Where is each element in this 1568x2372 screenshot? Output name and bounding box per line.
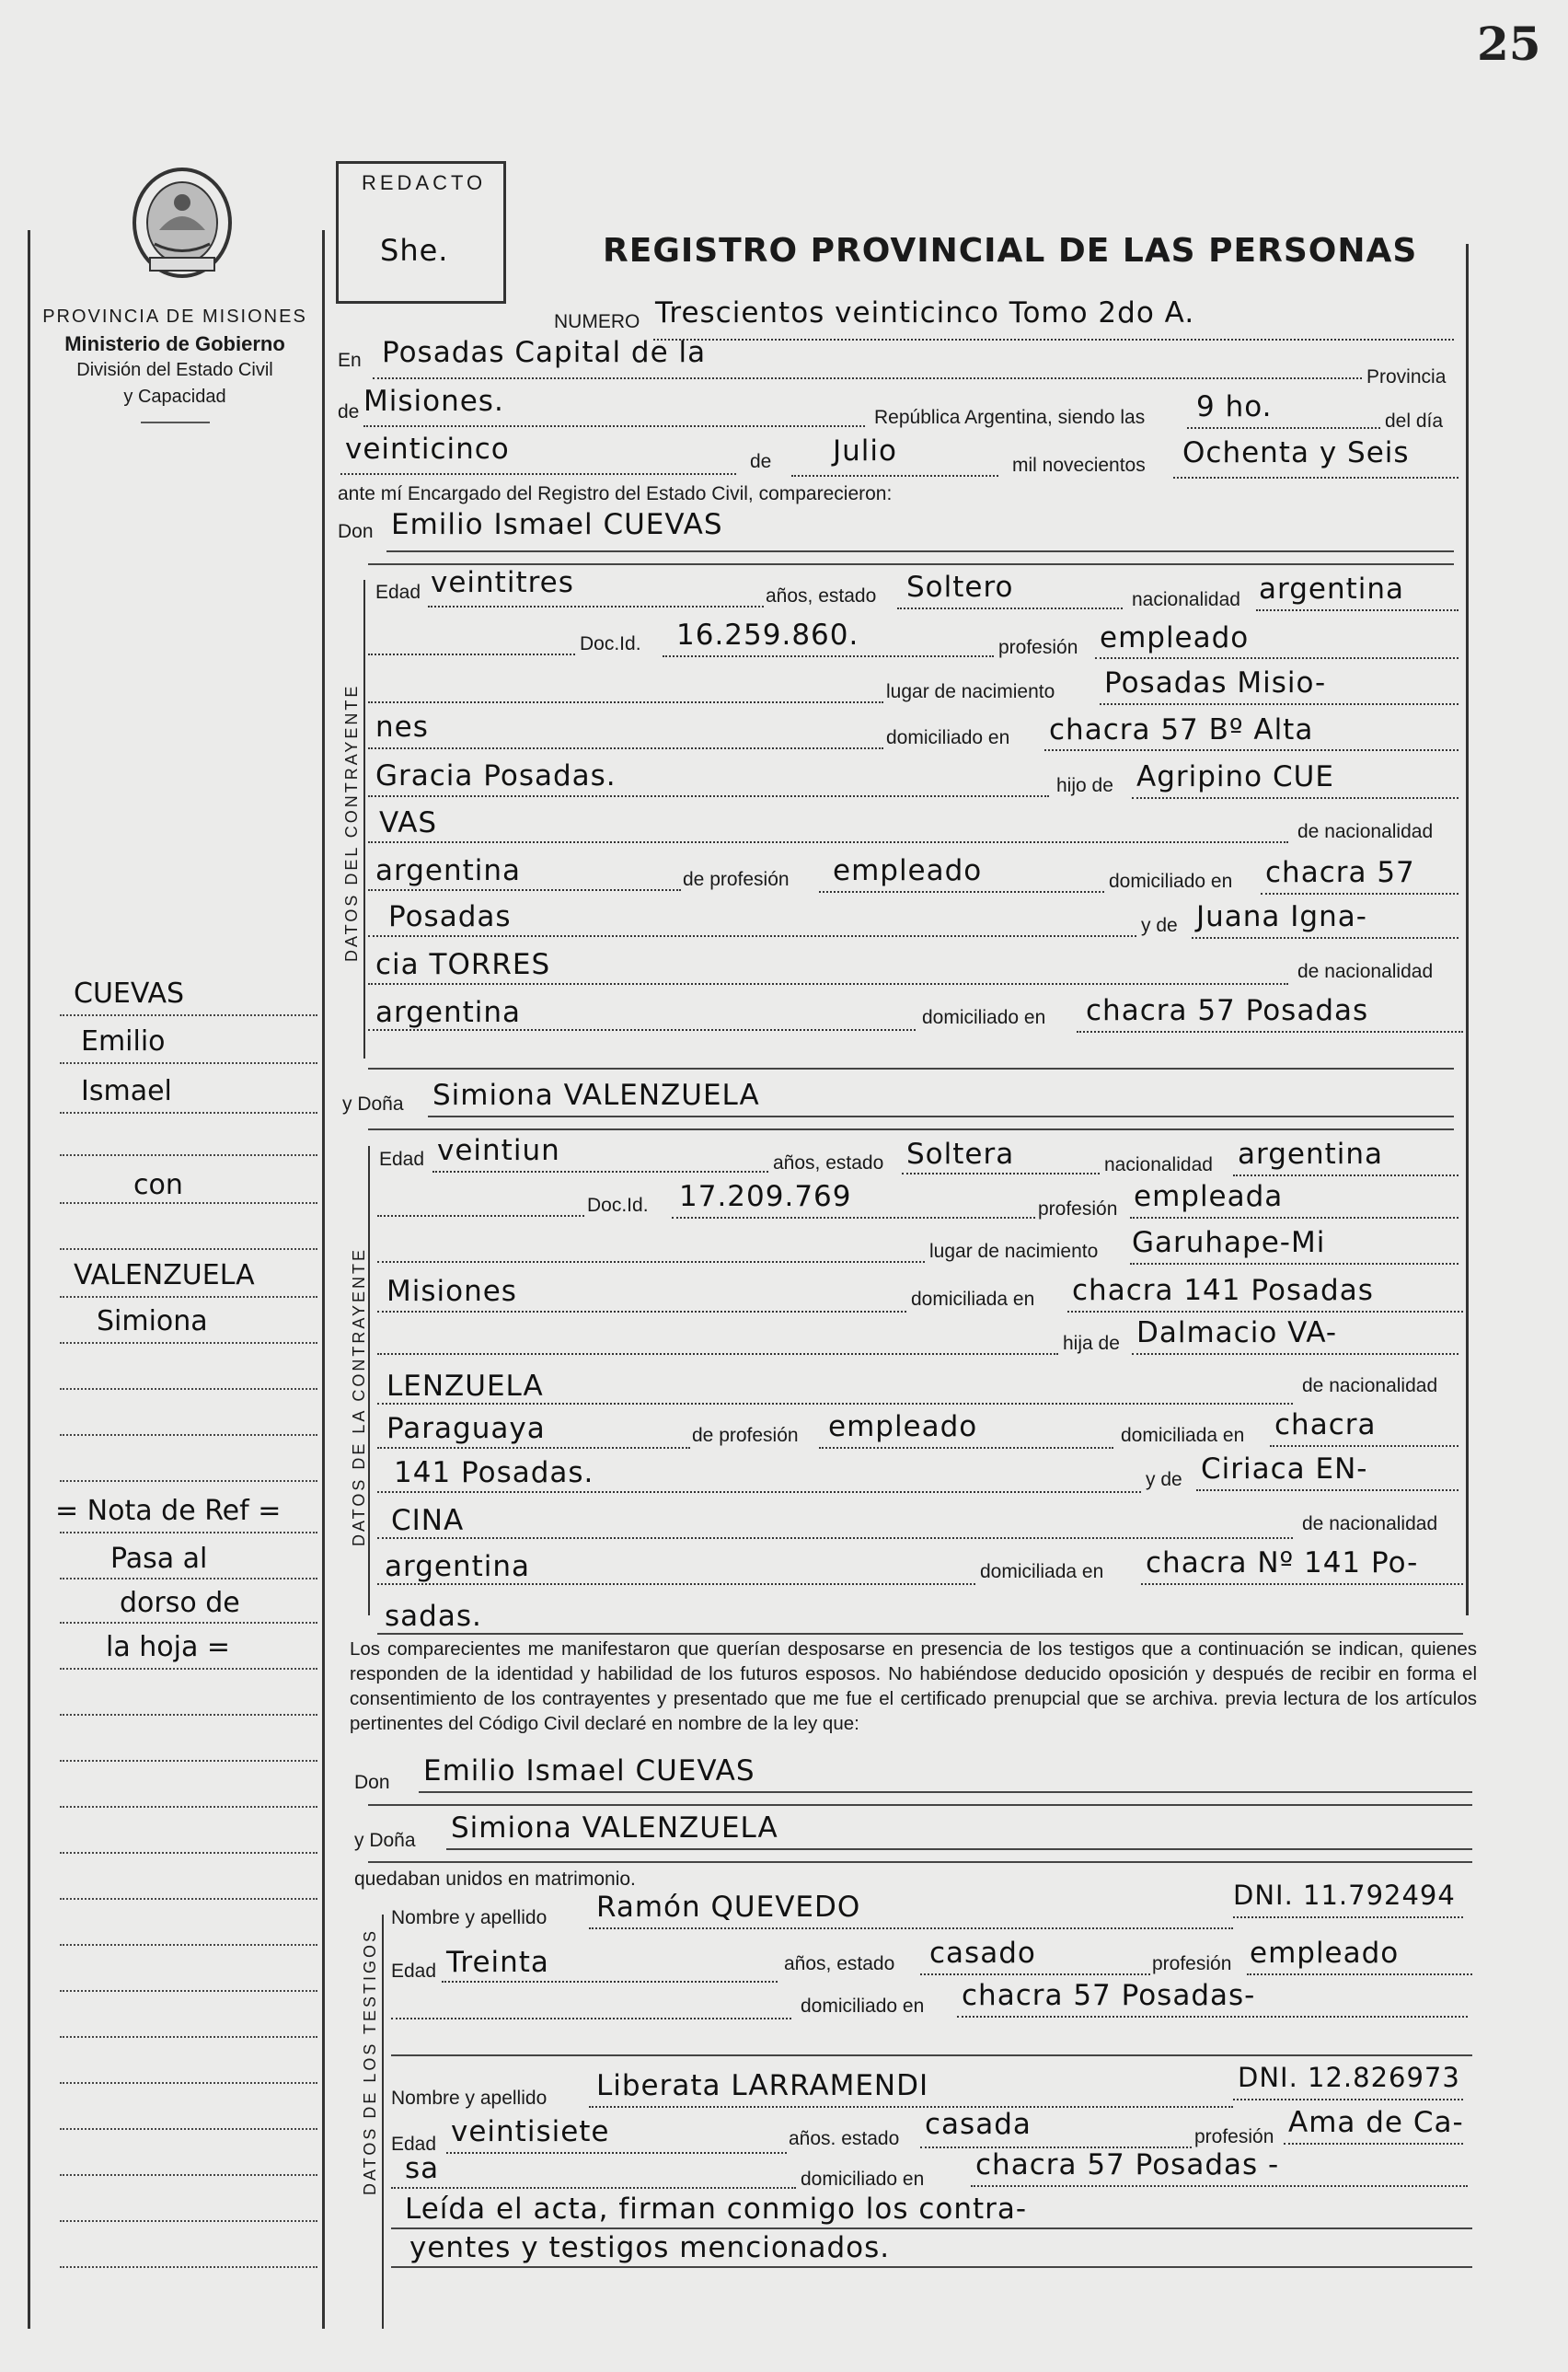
redacto-box [336,161,506,304]
t2-edad-label: Edad [391,2134,437,2155]
contrayente1-bracket [363,580,365,1059]
c1-profesion-value: empleado [1100,621,1250,654]
c1-madre-value: Juana Igna- [1196,900,1367,933]
t1-dni-value: DNI. 11.792494 [1233,1880,1456,1911]
margin-surname: CUEVAS [74,978,185,1010]
province-seal-icon [127,166,237,285]
t2-profesion-value: Ama de Ca- [1288,2106,1464,2139]
margin-con: con [133,1169,183,1201]
c1-padre-nac: argentina [375,854,522,887]
province-block [28,304,322,423]
ministry-name: Ministerio de Gobierno [64,332,285,355]
c2-profesion-value: empleada [1134,1180,1284,1213]
t1-profesion-value: empleado [1250,1937,1400,1970]
margin-note-4: la hoja = [106,1631,231,1663]
republica-label: República Argentina, siendo las [874,407,1146,428]
c1-hijo-label: hijo de [1056,775,1113,796]
c2-madre-dom-label: domiciliada en [980,1561,1104,1582]
t2-estado-value: casada [925,2108,1032,2141]
c1-edad-value: veintitres [431,566,574,599]
margin-note-2: Pasa al [110,1543,208,1575]
c2-estado-label: años, estado [773,1152,884,1174]
dia-value: veinticinco [345,433,510,466]
c2-domicilio-value: chacra 141 Posadas [1072,1274,1374,1307]
t2-domicilio-label: domiciliado en [801,2169,925,2190]
c1-domicilio-value: chacra 57 Bº Alta [1049,713,1314,746]
c2-domiciliada-label: domiciliada en [1121,1425,1245,1446]
c1-padre-prof: empleado [833,854,983,887]
don-value: Emilio Ismael CUEVAS [391,508,723,541]
c1-estado-label: años, estado [766,585,877,607]
margin-note-3: dorso de [120,1587,240,1619]
closing-line-2: yentes y testigos mencionados. [409,2231,891,2264]
margin-note-1: = Nota de Ref = [55,1495,282,1527]
margin-divider [322,230,325,2329]
de-value: Misiones. [363,385,504,418]
t1-domicilio-value: chacra 57 Posadas- [962,1979,1256,2012]
numero-value: Trescientos veinticinco Tomo 2do A. [655,296,1195,330]
dona-label: y Doña [342,1093,404,1115]
c2-hija-label: hija de [1063,1333,1120,1354]
c1-domicilio-label: domiciliado en [886,727,1010,748]
en-value: Posadas Capital de la [382,336,707,369]
t2-dni-value: DNI. 12.826973 [1238,2062,1460,2093]
margin-first-name: Emilio [81,1025,166,1058]
c1-padre-dom: chacra 57 [1265,856,1415,889]
t1-edad-value: Treinta [446,1946,549,1979]
mil-label: mil novecientos [1012,455,1146,476]
c1-madre-dom-label: domiciliado en [922,1007,1046,1028]
t2-nombre-label: Nombre y apellido [391,2088,548,2109]
c2-lugar-nac-label: lugar de nacimiento [929,1241,1099,1262]
division-line-2: y Capacidad [123,387,226,407]
t1-profesion-label: profesión [1152,1953,1232,1974]
t2-profesion-cont: sa [405,2152,440,2185]
t1-edad-label: Edad [391,1961,437,1982]
page-number: 25 [1477,17,1541,71]
t2-edad-value: veintisiete [451,2115,610,2148]
don-label: Don [338,521,374,542]
c1-madre-nac: argentina [375,996,522,1029]
c2-padre-value: Dalmacio VA- [1136,1316,1338,1349]
c2-domicilio-label: domiciliada en [911,1289,1035,1310]
t1-nombre-value: Ramón QUEVEDO [596,1891,861,1924]
mes-de-label: de [750,451,772,472]
margin-second-name: Ismael [81,1075,172,1107]
t2-estado-label: años. estado [789,2128,900,2149]
c1-edad-label: Edad [375,582,421,603]
declaration-text: Los comparecientes me manifestaron que querían desposarse en presencia de los testigos que a continuación se indican, quienes responden de la identidad y habilidad de los futuros esposos. No habiéndose deducido oposición y después de recibir en forma el consentimiento de los contrayentes y presentado que me fue el certificado prenupcial que se archiva. previa lectura de los artículos pertinentes del Código Civil declaré en nombre de la ley que: [350,1638,1477,1734]
c2-lugar-nac-cont: Misiones [386,1275,517,1308]
right-border [1466,244,1469,1615]
decl-dona-value: Simiona VALENZUELA [451,1811,778,1845]
c2-padre-nac-label: de nacionalidad [1302,1375,1438,1396]
c2-madre-dom-cont: sadas. [385,1600,482,1633]
c1-padre-value: Agripino CUE [1136,760,1334,793]
numero-label: NUMERO [554,311,640,332]
margin-surname-2: VALENZUELA [74,1259,255,1291]
anio-value: Ochenta y Seis [1182,436,1410,469]
divider [141,422,210,423]
redacto-label: REDACTO [362,171,487,194]
c2-nacionalidad-value: argentina [1238,1138,1384,1171]
c1-domicilio-cont: Gracia Posadas. [375,759,617,793]
c2-padre-dom: chacra [1274,1408,1377,1441]
c2-padre-nac: Paraguaya [386,1412,546,1445]
redacto-initials: She. [380,233,449,268]
c2-doc-value: 17.209.769 [679,1180,852,1213]
de-label: de [338,401,360,422]
c1-madre-dom: chacra 57 Posadas [1086,994,1369,1027]
c2-y-de-label: y de [1146,1469,1182,1490]
c2-nacionalidad-label: nacionalidad [1104,1154,1213,1175]
c2-doc-label: Doc.Id. [587,1195,649,1216]
t1-domicilio-label: domiciliado en [801,1996,925,2017]
c2-de-profesion-label: de profesión [692,1425,799,1446]
c2-edad-value: veintiun [437,1134,560,1167]
t2-profesion-label: profesión [1194,2126,1274,2147]
hora-value: 9 ho. [1196,390,1273,423]
c1-madre-nac-label: de nacionalidad [1297,961,1434,982]
c2-madre-nac: argentina [385,1550,531,1583]
division-line-1: División del Estado Civil [76,360,273,380]
left-border [28,230,30,2329]
page-title: REGISTRO PROVINCIAL DE LAS PERSONAS [603,232,1418,270]
c2-madre-cont: CINA [391,1504,465,1537]
quedaban-text: quedaban unidos en matrimonio. [354,1869,636,1890]
c2-padre-dom-cont: 141 Posadas. [394,1456,594,1489]
decl-dona-label: y Doña [354,1830,416,1851]
closing-line-1: Leída el acta, firman conmigo los contra- [405,2193,1028,2226]
contrayente2-section-label: DATOS DE LA CONTRAYENTE [350,1246,368,1546]
decl-don-label: Don [354,1772,390,1793]
c1-doc-label: Doc.Id. [580,633,641,654]
margin-first-name-2: Simiona [97,1305,208,1337]
c2-edad-label: Edad [379,1149,425,1170]
c1-y-de-label: y de [1141,915,1178,936]
c2-estado-value: Soltera [906,1138,1015,1171]
provincia-label: Provincia [1366,366,1447,388]
t2-nombre-value: Liberata LARRAMENDI [596,2069,929,2102]
c1-domiciliado-label: domiciliado en [1109,871,1233,892]
c1-lugar-nac-label: lugar de nacimiento [886,681,1055,702]
c2-madre-dom: chacra Nº 141 Po- [1146,1546,1419,1579]
c1-estado-value: Soltero [906,571,1014,604]
c1-lugar-nac-cont: nes [375,711,429,744]
ante-mi-text: ante mí Encargado del Registro del Estado Civil, comparecieron: [338,483,893,504]
c1-nacionalidad-label: nacionalidad [1132,589,1240,610]
c2-lugar-nac-value: Garuhape-Mi [1132,1226,1326,1259]
c1-nacionalidad-value: argentina [1259,573,1405,606]
decl-don-value: Emilio Ismael CUEVAS [423,1754,755,1788]
c2-padre-cont: LENZUELA [386,1370,544,1403]
t1-nombre-label: Nombre y apellido [391,1907,548,1928]
dona-value: Simiona VALENZUELA [432,1079,760,1112]
c2-madre-value: Ciriaca EN- [1201,1452,1368,1486]
c1-doc-value: 16.259.860. [676,619,859,652]
c1-padre-dom-cont: Posadas [388,900,512,933]
province-name: PROVINCIA DE MISIONES [42,307,307,327]
testigos-section-label: DATOS DE LOS TESTIGOS [361,1927,379,2195]
c1-de-profesion-label: de profesión [683,869,790,890]
en-label: En [338,350,362,371]
c2-madre-nac-label: de nacionalidad [1302,1513,1438,1534]
t2-domicilio-value: chacra 57 Posadas - [975,2148,1280,2181]
c1-madre-cont: cia TORRES [375,948,551,981]
c1-lugar-nac-value: Posadas Misio- [1104,666,1327,700]
c1-profesion-label: profesión [998,637,1078,658]
c2-profesion-label: profesión [1038,1198,1118,1220]
t1-estado-label: años, estado [784,1953,895,1974]
contrayente1-section-label: DATOS DEL CONTRAYENTE [342,683,361,962]
c1-padre-nac-label: de nacionalidad [1297,821,1434,842]
mes-value: Julio [833,434,897,468]
del-dia-label: del día [1385,411,1444,432]
c2-padre-prof: empleado [828,1410,978,1443]
c1-padre-cont: VAS [379,806,438,839]
testigos-bracket [382,1915,384,2329]
t1-estado-value: casado [929,1937,1036,1970]
